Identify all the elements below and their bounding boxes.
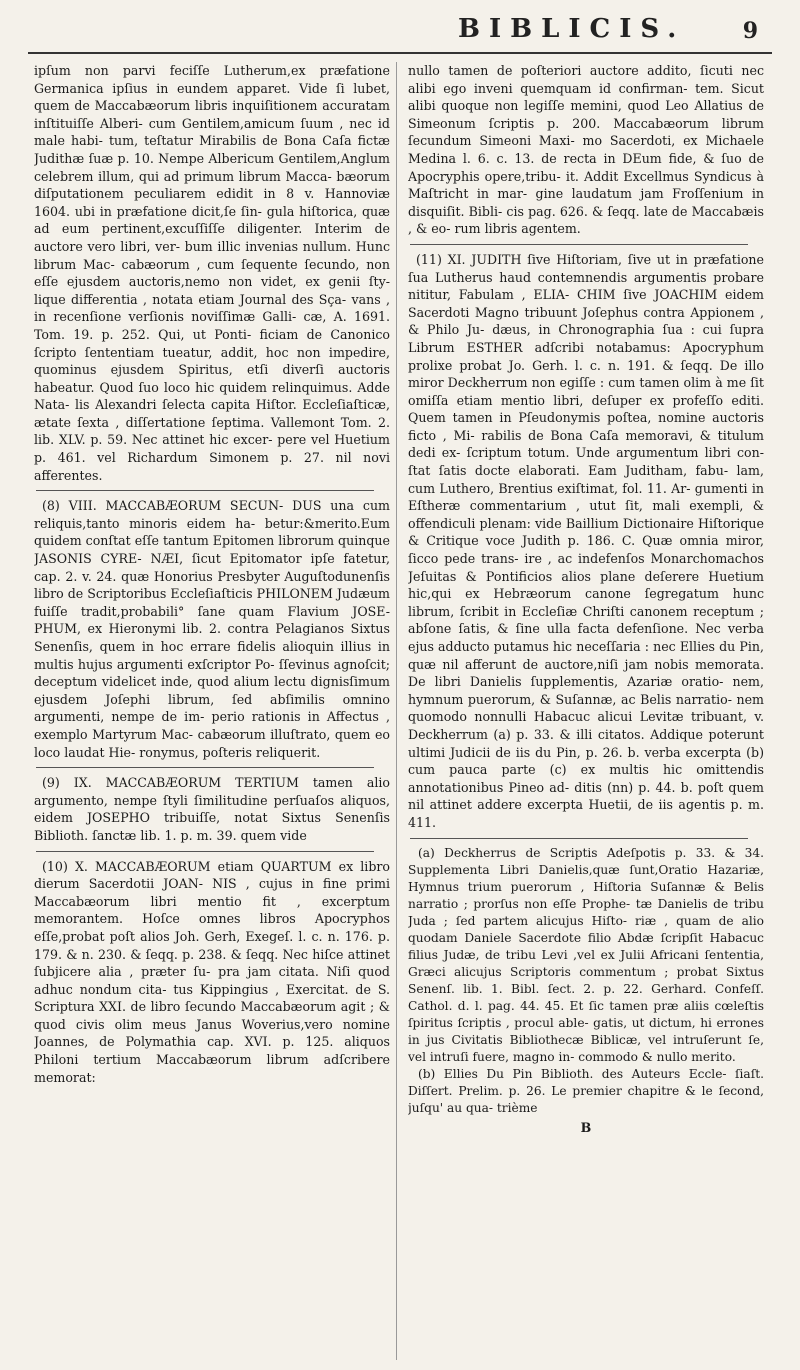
right-column [408, 62, 764, 1360]
header-rule [28, 52, 772, 54]
footnote-b: (b) Ellies Du Pin Biblioth. des Auteurs Eccle- ſiaſt. Diſſert. Prelim. p. 26. Le premier chapitre & le ſecond, juſqu' au qua- trième [408, 1066, 764, 1115]
left-column [34, 62, 390, 1360]
footnote-divider [410, 838, 748, 839]
section-divider [36, 851, 374, 852]
running-header [28, 0, 772, 62]
text-columns [28, 62, 772, 1360]
page-number: 9 [742, 18, 758, 44]
section-divider [36, 767, 374, 768]
footnotes [408, 845, 764, 1117]
column-rule [396, 62, 397, 1360]
left-intro-paragraph: ipſum non parvi feciſſe Lutherum,ex præfatione Germanica ipſius in eundem apparet. Vide ſi lubet, quem de Maccabæorum libris inquiſitionem accuratam inſtituiſſe Alberi- cum Gentilem,amicum ſuum , nec id male habi- tum, teſtatur Mirabilis de Bona Caſa fictæ Judithæ ſuæ p. 10. Nempe Albericum Gentilem,Anglum celebrem illum, qui ad primum librum Macca- bæorum diſputationem peculiarem edidit in 8 v. Hannoviæ 1604. ubi in præfatione dicit,ſe ſin- gula hiſtorica, quæ ad eum pertinent,excuſſiſſe diligenter. Interim de auctore vero libri, ver- bum illic invenias nullum. Hunc librum Mac- cabæorum , cum ſequente ſecundo, non eſſe ejusdem auctoris,nemo non videt, ex genii ſty- lique differentia , notata etiam Journal des Sça- vans , in recenſione verſionis noviſſimæ Galli- cæ, A. 1691. Tom. 19. p. 252. Qui, ut Ponti- ficiam de Canonico ſcripto ſententiam tueatur, addit, hoc non impedire, quominus ejusdem Spiritus, etſi diverſi auctoris habeatur. Quod ſuo loco hic quidem relinquimus. Adde Nata- lis Alexandri ſelecta capita Hiſtor. Eccleſiaſticæ, ætate ſexta , diſſertatione ſeptima. Vallemont Tom. 2. lib. XLV. p. 59. Nec attinet hic excer- pere vel Huetium p. 461. vel Richardum Simonem p. 27. nil novi afferentes. [34, 63, 390, 483]
section-divider [36, 490, 374, 491]
running-title: BIBLICIS. [458, 14, 686, 44]
section-9: (9) IX. MACCABÆORUM TERTIUM tamen alio argumento, nempe ſtyli ſimilitudine perſuaſos aliquos, eidem JOSEPHO tribuiſſe, notat Sixtus Senenſis Biblioth. ſanctæ lib. 1. p. m. 39. quem vide [34, 775, 390, 843]
section-divider [410, 244, 748, 245]
right-continuation-paragraph: nullo tamen de poſteriori auctore addito, ſicuti nec alibi ego inveni quemquam id confirman- tem. Sicut alibi quoque non legiſſe memini, quod Leo Allatius de Simeonum ſcriptis p. 200. Maccabæorum librum ſecundum Simeoni Maxi- mo Sacerdoti, ex Michaele Medina l. 6. c. 13. de recta in DEum fide, & ſuo de Apocryphis opere,tribu- it. Addit Excellmus Syndicus à Maſtricht in mar- gine laudatum jam Froſſenium in disquiſit. Bibli- cis pag. 626. & ſeqq. late de Maccabæis , & eo- rum libris agentem. [408, 63, 764, 237]
section-10: (10) X. MACCABÆORUM etiam QUARTUM ex libro dierum Sacerdotii JOAN- NIS , cujus in fine primi Maccabæorum libri mentio fit , excerptum memorantem. Hoſce omnes libros Apocryphos eſſe,probat poſt alios Joh. Gerh, Exegeſ. l. c. n. 176. p. 179. & n. 230. & ſeqq. p. 238. & ſeqq. Nec hiſce attinet ſubjicere alia , præter ſu- pra jam citata. Niſi quod adhuc nondum cita- tus Kippingius , Exercitat. de S. Scriptura XXI. de libro ſecundo Maccabæorum agit ; & quod civis olim meus Janus Woverius,vero nomine Joannes, de Polymathia cap. XVI. p. 125. aliquos Philoni tertium Maccabæorum librum adſcribere memorat: [34, 858, 390, 1085]
section-8: (8) VIII. MACCABÆORUM SECUN- DUS una cum reliquis,tanto minoris eidem ha- betur:&merito.Eum quidem conſtat eſſe tantum Epitomen librorum quinque JASONIS CYRE- NÆI, ſicut Epitomator ipſe fatetur, cap. 2. v. 24. quæ Honorius Presbyter Auguſtodunenſis libro de Scriptoribus Eccleſiaſticis PHILONEM Judæum fuiſſe tradit,probabili° ſane quam Flavium JOSE- PHUM, ex Hieronymi lib. 2. contra Pelagianos Sixtus Senenſis, quem in hoc errare fidelis alioquin illius in multis hujus argumenti exſcriptor Po- ſſevinus agnoſcit; deceptum videlicet inde, quod alium lectu dignisſimum ejusdem Joſephi librum, ſed abſimilis omnino argumenti, nempe de im- perio rationis in Affectus , exemplo Martyrum Mac- cabæorum illuſtrato, quem eo loco laudat Hie- ronymus, poſteris reliquerit. [34, 498, 390, 760]
signature-mark: B [580, 1119, 592, 1135]
footnote-a: (a) Deckherrus de Scriptis Adeſpotis p. 33. & 34. Supplementa Libri Danielis,quæ ſunt,Oratio Hazariæ, Hymnus trium puerorum , Hiſtoria Suſannæ & Belis narratio ; prorſus non eſſe Prophe- tæ Danielis de tribu Juda ; ſed partem alicujus Hiſto- riæ , quam de alio quodam Daniele Sacerdote filio Abdæ ſcripſit Habacuc filius Judæ, de tribu Levi ,vel ex Julii Africani ſententia, Græci alicujus Scriptoris commentum ; probat Sixtus Senenſ. lib. 1. Bibl. ſect. 2. p. 22. Gerhard. Confeſſ. Cathol. d. l. pag. 44. 45. Et ſic tamen præ aliis cœleſtis ſpiritus ſcriptis , procul able- gatis, ut dictum, hi errones in jus Civitatis Bibliothecæ Biblicæ, vel intruſerunt ſe, vel intruſi fuere, magno in- commodo & nullo merito. [408, 845, 764, 1064]
section-11: (11) XI. JUDITH ſive Hiſtoriam, ſive ut in præfatione ſua Lutherus haud contemnendis argumentis probare nititur, Fabulam , ELIA- CHIM ſive JOACHIM eidem Sacerdoti Magno tribuunt Joſephus contra Appionem , & Philo Ju- dæus, in Chronographia ſua : cui ſupra Librum ESTHER adſcribi notabamus: Apocryphum prolixe probat Jo. Gerh. l. c. n. 191. & ſeqq. De illo miror Deckherrum non egiſſe : cum tamen olim à me ſit omiſſa etiam mentio libri, deſuper ex profeſſo editi. Quem tamen in Pſeudonymis poſtea, nomine auctoris ficto , Mi- rabilis de Bona Caſa memoravi, & titulum dedi ex- ſcriptum totum. Unde argumentum libri con- ſtat ſatis docte elaborati. Eam Juditham, fabu- lam, cum Luthero, Brentius exiſtimat, fol. 11. Ar- gumenti in Eſtheræ commentarium , utut ſit, mali exempli, & offendiculi plenam: vide Baillium Dictionaire Hiſtorique & Critique voce Judith p. 186. C. Quæ omnia miror, ſicco pede trans- ire , ac indefenſos Monarchomachos Jeſuitas & Pontificios alios plane deſerere Huetium hic,qui ex Hebræorum canone ſegregatum hunc librum, ſcribit in Eccleſiæ Chriſti canonem receptum ; abſone ſatis, & ſine ulla facta defenſione. Nec verba ejus adducto putamus hic neceſſaria : nec Ellies du Pin, quæ nil afferunt de auctore,niſi jam nobis memorata. De libri Danielis ſupplementis, Azariæ oratio- nem, hymnum puerorum, & Suſannæ, ac Belis narratio- nem quomodo nonnulli Habacuc alicui Levitæ tribuant, v. Deckherrum (a) p. 33. & illi citatos. Addique poterunt ultimi Judicii de iis du Pin, p. 26. b. verba excerpta (b) cum pauca parte (c) ex multis hic omittendis annotationibus Pineo ad- ditis (nn) p. 44. b. poſt quem nil attinet addere excerpta Huetii, de iis agentis p. m. 411. [408, 251, 764, 830]
